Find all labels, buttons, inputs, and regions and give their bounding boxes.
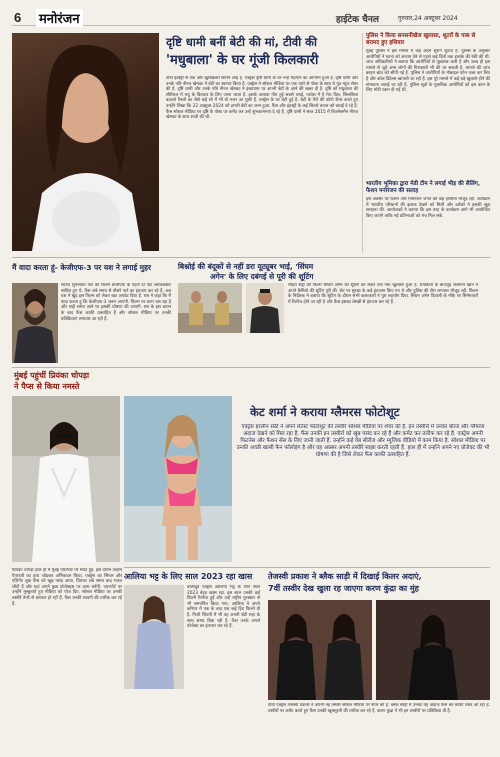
tejasswi-headline-line-2: 7वीं तस्वीर देख खुला रह जाएगा करण कुंद्रा का मुंह — [268, 584, 419, 593]
tejasswi-body: टीवी एक्ट्रेस तेजस्वी प्रकाश ने अपनी नई तस्वीरें सोशल मीडिया पर शेयर की हैं. ब्लैक साड़ी में उनका यह अंदाज फैंस को काफी पसंद आ रहा है. तस्वीरों पर कमेंट करते हुए फैंस उनकी खूबसूरती की तारीफ कर रहे हैं. करण कुंद्रा ने भी इन तस्वीरों पर प्रतिक्रिया दी है. — [268, 703, 490, 714]
singham-headline-line-1: बिश्नोई की बंदूकों से नहीं डरा यूट्यूबर भाई, 'सिंघम — [178, 262, 314, 271]
top-story-paragraph: टीवी इंडस्ट्री से एक और खुशखबरी सामने आई है. एक्ट्रेस दृष्टि धामी के घर नन्हे मेहमान का आगमन हुआ है. दृष्टि धामी और उनके पति नीरज खेमका ने बेटी का स्वागत किया है. एक्ट्रेस ने सोशल मीडिया पर एक प्यारे से पोस्ट के साथ ये गुड न्यूज शेयर की है. दृष्टि धामी और उनके पति नीरज खेमका ने इंस्टाग्राम पर अपनी बेटी के आने की खबर दी है. दृष्टि को मधुबाला की सीरियल में मधु के किरदार के लिए जाना जाता है. इसके अलावा गीत हुई सबसे पराई, परदेस में है मेरा दिल, सिलसिला बदलते रिश्तों का जैसे कई शो में भी वो नजर आ चुकी हैं. एक्ट्रेस के घर बेटी हुई है. बेटी के पैरों की फोटो शेयर करते हुए उन्होंने लिखा कि 22 अक्टूबर 2024 को हमारी बेटी का जन्म हुआ. फैंस और इंडस्ट्री के कई सितारे कपल को बधाई दे रहे हैं. फैंस सोशल मीडिया पर दृष्टि के पोस्ट पर कमेंट कर उन्हें शुभकामनाएं दे रहे हैं. दृष्टि धामी ने साल 2015 में बिजनेसमैन नीरज खेमका के साथ शादी की थी. — [166, 76, 358, 121]
salman-photo — [246, 283, 284, 333]
right-sub-body: इस अवसर पर फैशन और मनोरंजन जगत की कई हस्तियां मौजूद रहीं. कार्यक्रम में भारतीय परिधानों की झलक देखने को मिली और दर्शकों ने इसकी खूब सराहना की. आयोजकों ने बताया कि इस तरह के कार्यक्रम आगे भी आयोजित किए जाएंगे ताकि नई प्रतिभाओं को मंच मिल सके. — [366, 197, 490, 219]
tejasswi-photo — [268, 600, 372, 700]
page-header — [12, 8, 490, 26]
alia-headline: आलिया भट्ट के लिए साल 2023 रहा खास — [124, 572, 253, 581]
paper-name: हाईटेक चैनल — [336, 15, 379, 25]
singham-photo — [178, 283, 242, 333]
priyanka-headline-line-1: मुंबई पहुंचीं प्रियंका चोपड़ा — [14, 371, 90, 380]
tejasswi-headline-line-1: तेजस्वी प्रकाश ने ब्लैक साड़ी में दिखाई किलर अदाएं, — [268, 572, 422, 581]
singham-headline-line-2: अगेन' के लिए दबंगई से पूरी की शूटिंग — [210, 272, 314, 281]
issue-date: गुरुवार,24 अक्टूबर 2024 — [398, 15, 458, 22]
top-headline-line-2: 'मधुबाला' के घर गूंजी किलकारी — [166, 53, 319, 68]
yash-photo — [12, 283, 58, 363]
priyanka-headline-line-2: ने पैप्स से किया नमस्ते — [14, 382, 80, 391]
divider-3 — [124, 567, 490, 568]
kate-body: एक्ट्रेस हरलीन सेठी ने अपने लेटेस्ट फोटोशूट की तस्वीरें सोशल मीडिया पर शेयर की हैं. इन तस्वीरों में उनका बोल्ड और ग्लैमरस अंदाज देखने को मिल रहा है. फैंस उनकी इन तस्वीरों को खूब पसंद कर रहे हैं और कमेंट कर तारीफ कर रहे हैं. एक्ट्रेस अपनी फिटनेस और फैशन सेंस के लिए जानी जाती हैं. उन्होंने कई वेब सीरीज और म्यूजिक वीडियो में काम किया है. सोशल मीडिया पर उनकी अच्छी खासी फैन फॉलोइंग है और वह अक्सर अपनी तस्वीरें साझा करती रहती हैं. हाल ही में उन्होंने अपने नए प्रोजेक्ट की भी घोषणा की है जिसे लेकर फैंस काफी उत्साहित हैं. — [236, 424, 490, 458]
right-top-headline: पुलिस ने किया सनसनीखेज खुलासा, शूटरों के पास से बरामद हुए हथियार — [366, 33, 476, 46]
alia-body: बॉलीवुड एक्ट्रेस आलिया भट्ट के लिए साल 2023 बेहद खास रहा. इस साल उनकी कई फिल्में रिलीज हुईं और उन्हें राष्ट्रीय पुरस्कार से भी सम्मानित किया गया. आलिया ने अपने करियर में एक के बाद एक कई हिट फिल्में दी हैं. निजी जिंदगी में भी वह अपनी बेटी राहा के साथ समय बिता रही हैं. फैंस उनके अगले प्रोजेक्ट का इंतजार कर रहे हैं. — [187, 585, 260, 630]
right-top-body: मुंबई पुलिस ने इस मामले में कई अहम सुराग जुटाए हैं. पुलिस के अनुसार आरोपियों ने घटना को अंजाम देने से पहले कई दिनों तक इलाके की रेकी की थी. जांच अधिकारियों ने बताया कि आरोपियों से पूछताछ जारी है और जल्द ही इस मामले से जुड़े अन्य लोगों की गिरफ्तारी भी की जा सकती है. मामले की जांच क्राइम ब्रांच को सौंपी गई है. पुलिस ने आरोपियों के मोबाइल फोन जब्त कर लिए हैं और कॉल डिटेल्स खंगाली जा रही हैं. इस पूरे मामले में कई बड़े खुलासे होने की संभावना जताई जा रही है. पुलिस सूत्रों के मुताबिक आरोपियों को इस काम के लिए मोटी रकम दी गई थी. — [366, 49, 490, 94]
right-sub-headline: भारतीय भूमिका द्वारा मेडी टीम ने लगाई भीड़ की सैलिंग, फैशन मनोरंजन की सलाह — [366, 181, 481, 194]
right-top-column — [362, 33, 490, 253]
kgf-body: साउथ सुपरस्टार यश की फिल्म केजीएफ के पहले दो पार्ट ब्लॉकबस्टर साबित हुए थे. फैंस लंबे समय से तीसरे पार्ट का इंतजार कर रहे हैं. अब यश ने खुद इस फिल्म को लेकर बड़ा अपडेट दिया है. यश ने कहा कि मैं वादा करता हूं कि केजीएफ-3 जरूर आएगी. फिल्म पर काम चल रहा है और सही समय आने पर इसकी घोषणा की जाएगी. यश के इस बयान के बाद फैंस काफी उत्साहित हैं और सोशल मीडिया पर उनकी प्रतिक्रियाएं लगातार आ रही हैं. — [61, 283, 171, 322]
page-number: 6 — [14, 10, 22, 25]
alia-photo — [124, 585, 184, 689]
priyanka-body: प्रियंका चोपड़ा हाल ही में मुंबई एयरपोर्ट पर स्पॉट हुईं. इस दौरान उन्होंने पैपराजी का हाथ जोड़कर अभिवादन किया. एक्ट्रेस का सिंपल और एलिगेंट लुक फैंस को खूब पसंद आया. प्रियंका लंबे समय बाद भारत लौटी हैं और यहां अपने कुछ प्रोजेक्ट्स पर काम करेंगी. एयरपोर्ट पर उन्होंने मुस्कुराते हुए मीडिया को पोज दिए. सोशल मीडिया पर उनकी तस्वीरें तेजी से वायरल हो रही हैं. फैंस उनकी सादगी की तारीफ कर रहे हैं. — [12, 568, 122, 607]
drashti-dhami-photo — [12, 33, 159, 251]
kgf-headline: मैं वादा करता हूं- केजीएफ-3 पर यश ने लगाई मुहर — [12, 263, 152, 272]
tejasswi-photo-2 — [376, 600, 490, 700]
priyanka-photo — [12, 396, 120, 562]
kate-headline: केट शर्मा ने कराया ग्लैमरस फोटोशूट — [250, 405, 400, 419]
section-title: मनोरंजन — [36, 9, 83, 27]
top-story-body — [166, 76, 358, 248]
divider-2 — [12, 367, 490, 368]
singham-body: रोहित शेट्टी की फिल्म सिंघम अगेन की शूटिंग को लेकर एक नया खुलासा हुआ है. धमकियों के बावजूद सलमान खान ने अपने कैमियो की शूटिंग पूरी की. सेट पर सुरक्षा के कड़े इंतजाम किए गए थे और पुलिस की टीम लगातार मौजूद रही. फिल्म के निर्देशक ने बताया कि शूटिंग के दौरान सभी कलाकारों ने पूरा सहयोग दिया. सिंघम अगेन दिवाली के मौके पर सिनेमाघरों में रिलीज होने जा रही है और फैंस इसका बेसब्री से इंतजार कर रहे हैं. — [288, 283, 478, 305]
top-headline-line-1: दृष्टि धामी बनीं बेटी की मां, टीवी की — [166, 35, 317, 49]
kate-sharma-photo — [124, 396, 232, 562]
divider-1 — [12, 257, 490, 258]
